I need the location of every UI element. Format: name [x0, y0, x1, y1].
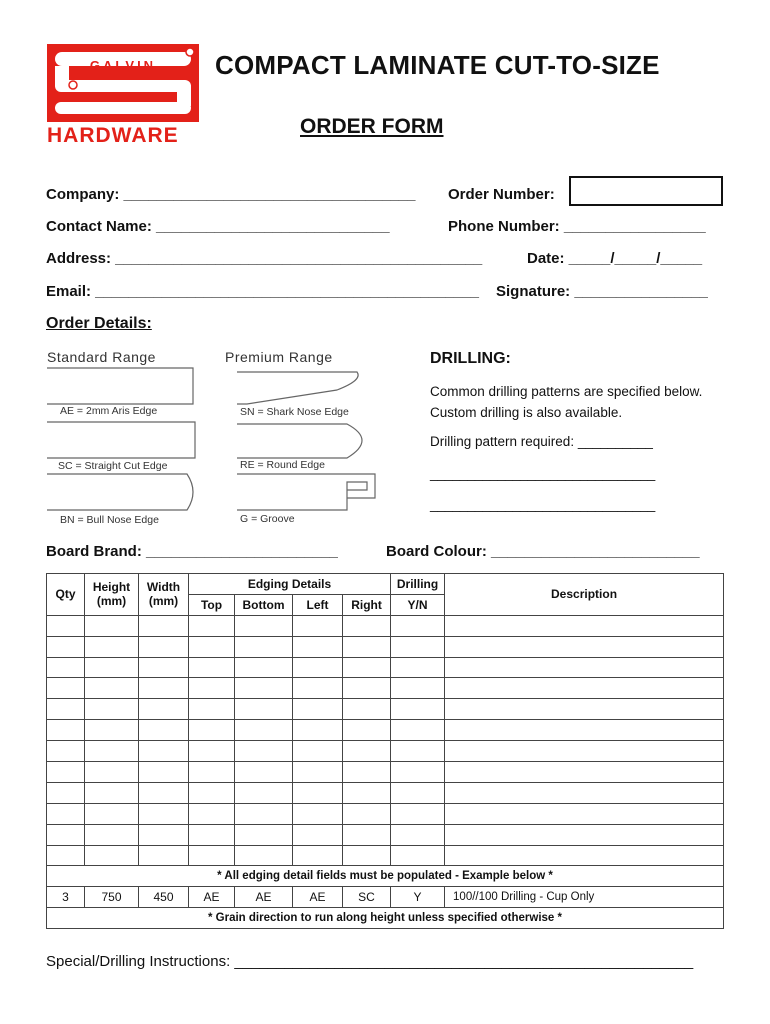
- table-cell[interactable]: [235, 803, 293, 824]
- table-cell[interactable]: [445, 657, 724, 678]
- table-cell[interactable]: [235, 699, 293, 720]
- table-cell[interactable]: [235, 720, 293, 741]
- table-cell[interactable]: [445, 824, 724, 845]
- sc-edge-label: SC = Straight Cut Edge: [58, 460, 168, 472]
- table-cell[interactable]: [445, 678, 724, 699]
- table-row: [47, 762, 724, 783]
- table-cell[interactable]: [343, 699, 391, 720]
- table-cell[interactable]: [235, 845, 293, 866]
- table-cell[interactable]: [189, 824, 235, 845]
- table-cell[interactable]: [445, 741, 724, 762]
- table-row: [47, 657, 724, 678]
- table-cell[interactable]: [85, 678, 139, 699]
- table-cell[interactable]: [235, 636, 293, 657]
- board-colour-field[interactable]: Board Colour: _________________________: [386, 543, 700, 560]
- table-cell[interactable]: [391, 803, 445, 824]
- table-cell[interactable]: [47, 782, 85, 803]
- table-cell[interactable]: [139, 615, 189, 636]
- phone-number-field[interactable]: Phone Number: _________________: [448, 218, 706, 235]
- table-cell[interactable]: [189, 762, 235, 783]
- table-cell[interactable]: [139, 720, 189, 741]
- table-row: [47, 803, 724, 824]
- table-cell[interactable]: [445, 782, 724, 803]
- table-cell[interactable]: [85, 803, 139, 824]
- company-field[interactable]: Company: ___________________________________: [46, 186, 416, 203]
- table-cell[interactable]: [139, 824, 189, 845]
- table-cell[interactable]: [235, 657, 293, 678]
- table-cell[interactable]: [235, 782, 293, 803]
- g-edge-profile: [237, 474, 375, 510]
- example-top: AE: [189, 887, 235, 908]
- table-cell[interactable]: [139, 845, 189, 866]
- table-cell[interactable]: [391, 762, 445, 783]
- drilling-heading: DRILLING:: [430, 350, 511, 367]
- premium-range-heading: Premium Range: [225, 349, 333, 365]
- table-cell[interactable]: [293, 636, 343, 657]
- table-cell[interactable]: [85, 782, 139, 803]
- table-cell[interactable]: [391, 678, 445, 699]
- edging-note: * All edging detail fields must be populated - Example below *: [47, 866, 724, 887]
- table-cell[interactable]: [293, 782, 343, 803]
- table-cell[interactable]: [47, 657, 85, 678]
- table-cell[interactable]: [445, 636, 724, 657]
- table-cell[interactable]: [235, 678, 293, 699]
- table-row: [47, 824, 724, 845]
- drilling-description: Common drilling patterns are specified below. Custom drilling is also available.: [430, 384, 703, 420]
- table-cell[interactable]: [391, 741, 445, 762]
- order-number-label: Order Number:: [448, 186, 555, 203]
- table-cell[interactable]: [293, 824, 343, 845]
- table-cell[interactable]: [293, 699, 343, 720]
- table-cell[interactable]: [139, 699, 189, 720]
- example-width: 450: [139, 887, 189, 908]
- table-cell[interactable]: [343, 803, 391, 824]
- table-cell[interactable]: [391, 615, 445, 636]
- sn-edge-label: SN = Shark Nose Edge: [240, 406, 349, 418]
- table-cell[interactable]: [293, 678, 343, 699]
- table-cell[interactable]: [189, 720, 235, 741]
- drilling-line-1[interactable]: ______________________________: [430, 466, 656, 481]
- table-cell[interactable]: [47, 762, 85, 783]
- table-cell[interactable]: [293, 657, 343, 678]
- table-cell[interactable]: [391, 845, 445, 866]
- logo-subtitle: HARDWARE: [47, 124, 179, 147]
- table-cell[interactable]: [343, 741, 391, 762]
- example-qty: 3: [47, 887, 85, 908]
- table-cell[interactable]: [343, 636, 391, 657]
- table-cell[interactable]: [189, 699, 235, 720]
- edging-details-header: Edging Details: [189, 574, 391, 595]
- standard-range-heading: Standard Range: [47, 349, 156, 365]
- table-cell[interactable]: [445, 699, 724, 720]
- table-cell[interactable]: [189, 782, 235, 803]
- bottom-header: Bottom: [235, 594, 293, 615]
- table-cell[interactable]: [293, 845, 343, 866]
- table-cell[interactable]: [343, 762, 391, 783]
- table-cell[interactable]: [139, 803, 189, 824]
- table-cell[interactable]: [343, 657, 391, 678]
- table-cell[interactable]: [85, 741, 139, 762]
- table-cell[interactable]: [47, 720, 85, 741]
- email-field[interactable]: Email: ______________________________________________: [46, 283, 479, 300]
- g-edge-label: G = Groove: [240, 513, 295, 525]
- table-cell[interactable]: [189, 636, 235, 657]
- table-cell[interactable]: [235, 762, 293, 783]
- grain-note: * Grain direction to run along height unless specified otherwise *: [47, 908, 724, 929]
- table-cell[interactable]: [85, 762, 139, 783]
- galvin-logo-icon: [47, 44, 199, 122]
- table-cell[interactable]: [189, 803, 235, 824]
- sn-edge-profile: [237, 372, 358, 404]
- table-cell[interactable]: [293, 803, 343, 824]
- table-cell[interactable]: [189, 615, 235, 636]
- table-cell[interactable]: [47, 699, 85, 720]
- table-cell[interactable]: [139, 636, 189, 657]
- ae-edge-label: AE = 2mm Aris Edge: [60, 405, 158, 417]
- table-cell[interactable]: [391, 720, 445, 741]
- left-header: Left: [293, 594, 343, 615]
- special-instructions-field[interactable]: Special/Drilling Instructions: _______________________________________________________: [46, 953, 694, 970]
- table-cell[interactable]: [47, 824, 85, 845]
- table-cell[interactable]: [391, 636, 445, 657]
- table-cell[interactable]: [47, 615, 85, 636]
- table-row: [47, 699, 724, 720]
- table-cell[interactable]: [85, 636, 139, 657]
- table-cell[interactable]: [47, 741, 85, 762]
- drilling-header: Drilling: [391, 574, 445, 595]
- example-left: AE: [293, 887, 343, 908]
- table-cell[interactable]: [85, 615, 139, 636]
- table-row: [47, 845, 724, 866]
- table-cell[interactable]: [189, 657, 235, 678]
- ae-edge-profile: [47, 368, 193, 404]
- yn-header: Y/N: [391, 594, 445, 615]
- example-bottom: AE: [235, 887, 293, 908]
- bn-edge-profile: [47, 474, 193, 510]
- table-cell[interactable]: [445, 615, 724, 636]
- table-cell[interactable]: [293, 720, 343, 741]
- table-row: [47, 615, 724, 636]
- table-cell[interactable]: [293, 741, 343, 762]
- table-cell[interactable]: [235, 824, 293, 845]
- table-cell[interactable]: [391, 824, 445, 845]
- table-cell[interactable]: [293, 762, 343, 783]
- table-cell[interactable]: [47, 845, 85, 866]
- table-cell[interactable]: [391, 657, 445, 678]
- table-row: [47, 678, 724, 699]
- description-header: Description: [445, 574, 724, 616]
- right-header: Right: [343, 594, 391, 615]
- height-header: Height (mm): [85, 574, 139, 616]
- table-cell[interactable]: [235, 741, 293, 762]
- table-cell[interactable]: [293, 615, 343, 636]
- table-row: [47, 741, 724, 762]
- table-cell[interactable]: [445, 720, 724, 741]
- table-cell[interactable]: [189, 741, 235, 762]
- bn-edge-label: BN = Bull Nose Edge: [60, 514, 159, 526]
- contact-name-field[interactable]: Contact Name: ____________________________: [46, 218, 390, 235]
- table-cell[interactable]: [343, 720, 391, 741]
- table-cell[interactable]: [235, 615, 293, 636]
- table-cell[interactable]: [445, 845, 724, 866]
- table-cell[interactable]: [445, 762, 724, 783]
- table-cell[interactable]: [139, 762, 189, 783]
- example-right: SC: [343, 887, 391, 908]
- table-cell[interactable]: [343, 782, 391, 803]
- re-edge-label: RE = Round Edge: [240, 459, 325, 471]
- table-cell[interactable]: [189, 845, 235, 866]
- date-field[interactable]: Date: _____/_____/_____: [527, 250, 703, 267]
- order-number-input[interactable]: [569, 176, 723, 206]
- qty-header: Qty: [47, 574, 85, 616]
- table-cell[interactable]: [85, 699, 139, 720]
- page-title: COMPACT LAMINATE CUT-TO-SIZE: [215, 50, 660, 80]
- re-edge-profile: [237, 424, 362, 458]
- table-cell[interactable]: [391, 782, 445, 803]
- drilling-pattern-field[interactable]: Drilling pattern required: __________: [430, 434, 653, 449]
- page-subtitle: ORDER FORM: [300, 115, 444, 138]
- order-details-heading: Order Details:: [46, 315, 152, 332]
- table-cell[interactable]: [85, 824, 139, 845]
- table-cell[interactable]: [47, 636, 85, 657]
- order-table: [46, 573, 724, 929]
- table-cell[interactable]: [139, 741, 189, 762]
- address-field[interactable]: Address: ____________________________________________: [46, 250, 483, 267]
- table-cell[interactable]: [85, 845, 139, 866]
- table-cell[interactable]: [343, 678, 391, 699]
- table-cell[interactable]: [47, 803, 85, 824]
- top-header: Top: [189, 594, 235, 615]
- table-cell[interactable]: [343, 845, 391, 866]
- table-cell[interactable]: [47, 678, 85, 699]
- table-cell[interactable]: [85, 657, 139, 678]
- table-cell[interactable]: [343, 824, 391, 845]
- drilling-line-2[interactable]: ______________________________: [430, 497, 656, 512]
- table-cell[interactable]: [139, 657, 189, 678]
- table-cell[interactable]: [391, 699, 445, 720]
- table-cell[interactable]: [85, 720, 139, 741]
- example-drilling: Y: [391, 887, 445, 908]
- table-cell[interactable]: [139, 782, 189, 803]
- width-header: Width (mm): [139, 574, 189, 616]
- table-row: [47, 636, 724, 657]
- table-cell[interactable]: [445, 803, 724, 824]
- table-row: [47, 720, 724, 741]
- edge-profiles-diagram: [47, 364, 387, 514]
- table-cell[interactable]: [189, 678, 235, 699]
- sc-edge-profile: [47, 422, 195, 458]
- logo-name: GALVIN: [89, 58, 157, 73]
- example-row: [47, 887, 724, 908]
- board-brand-field[interactable]: Board Brand: _______________________: [46, 543, 338, 560]
- table-cell[interactable]: [343, 615, 391, 636]
- signature-field[interactable]: Signature: ________________: [496, 283, 708, 300]
- table-row: [47, 782, 724, 803]
- example-description: 100//100 Drilling - Cup Only: [445, 887, 724, 908]
- example-height: 750: [85, 887, 139, 908]
- table-cell[interactable]: [139, 678, 189, 699]
